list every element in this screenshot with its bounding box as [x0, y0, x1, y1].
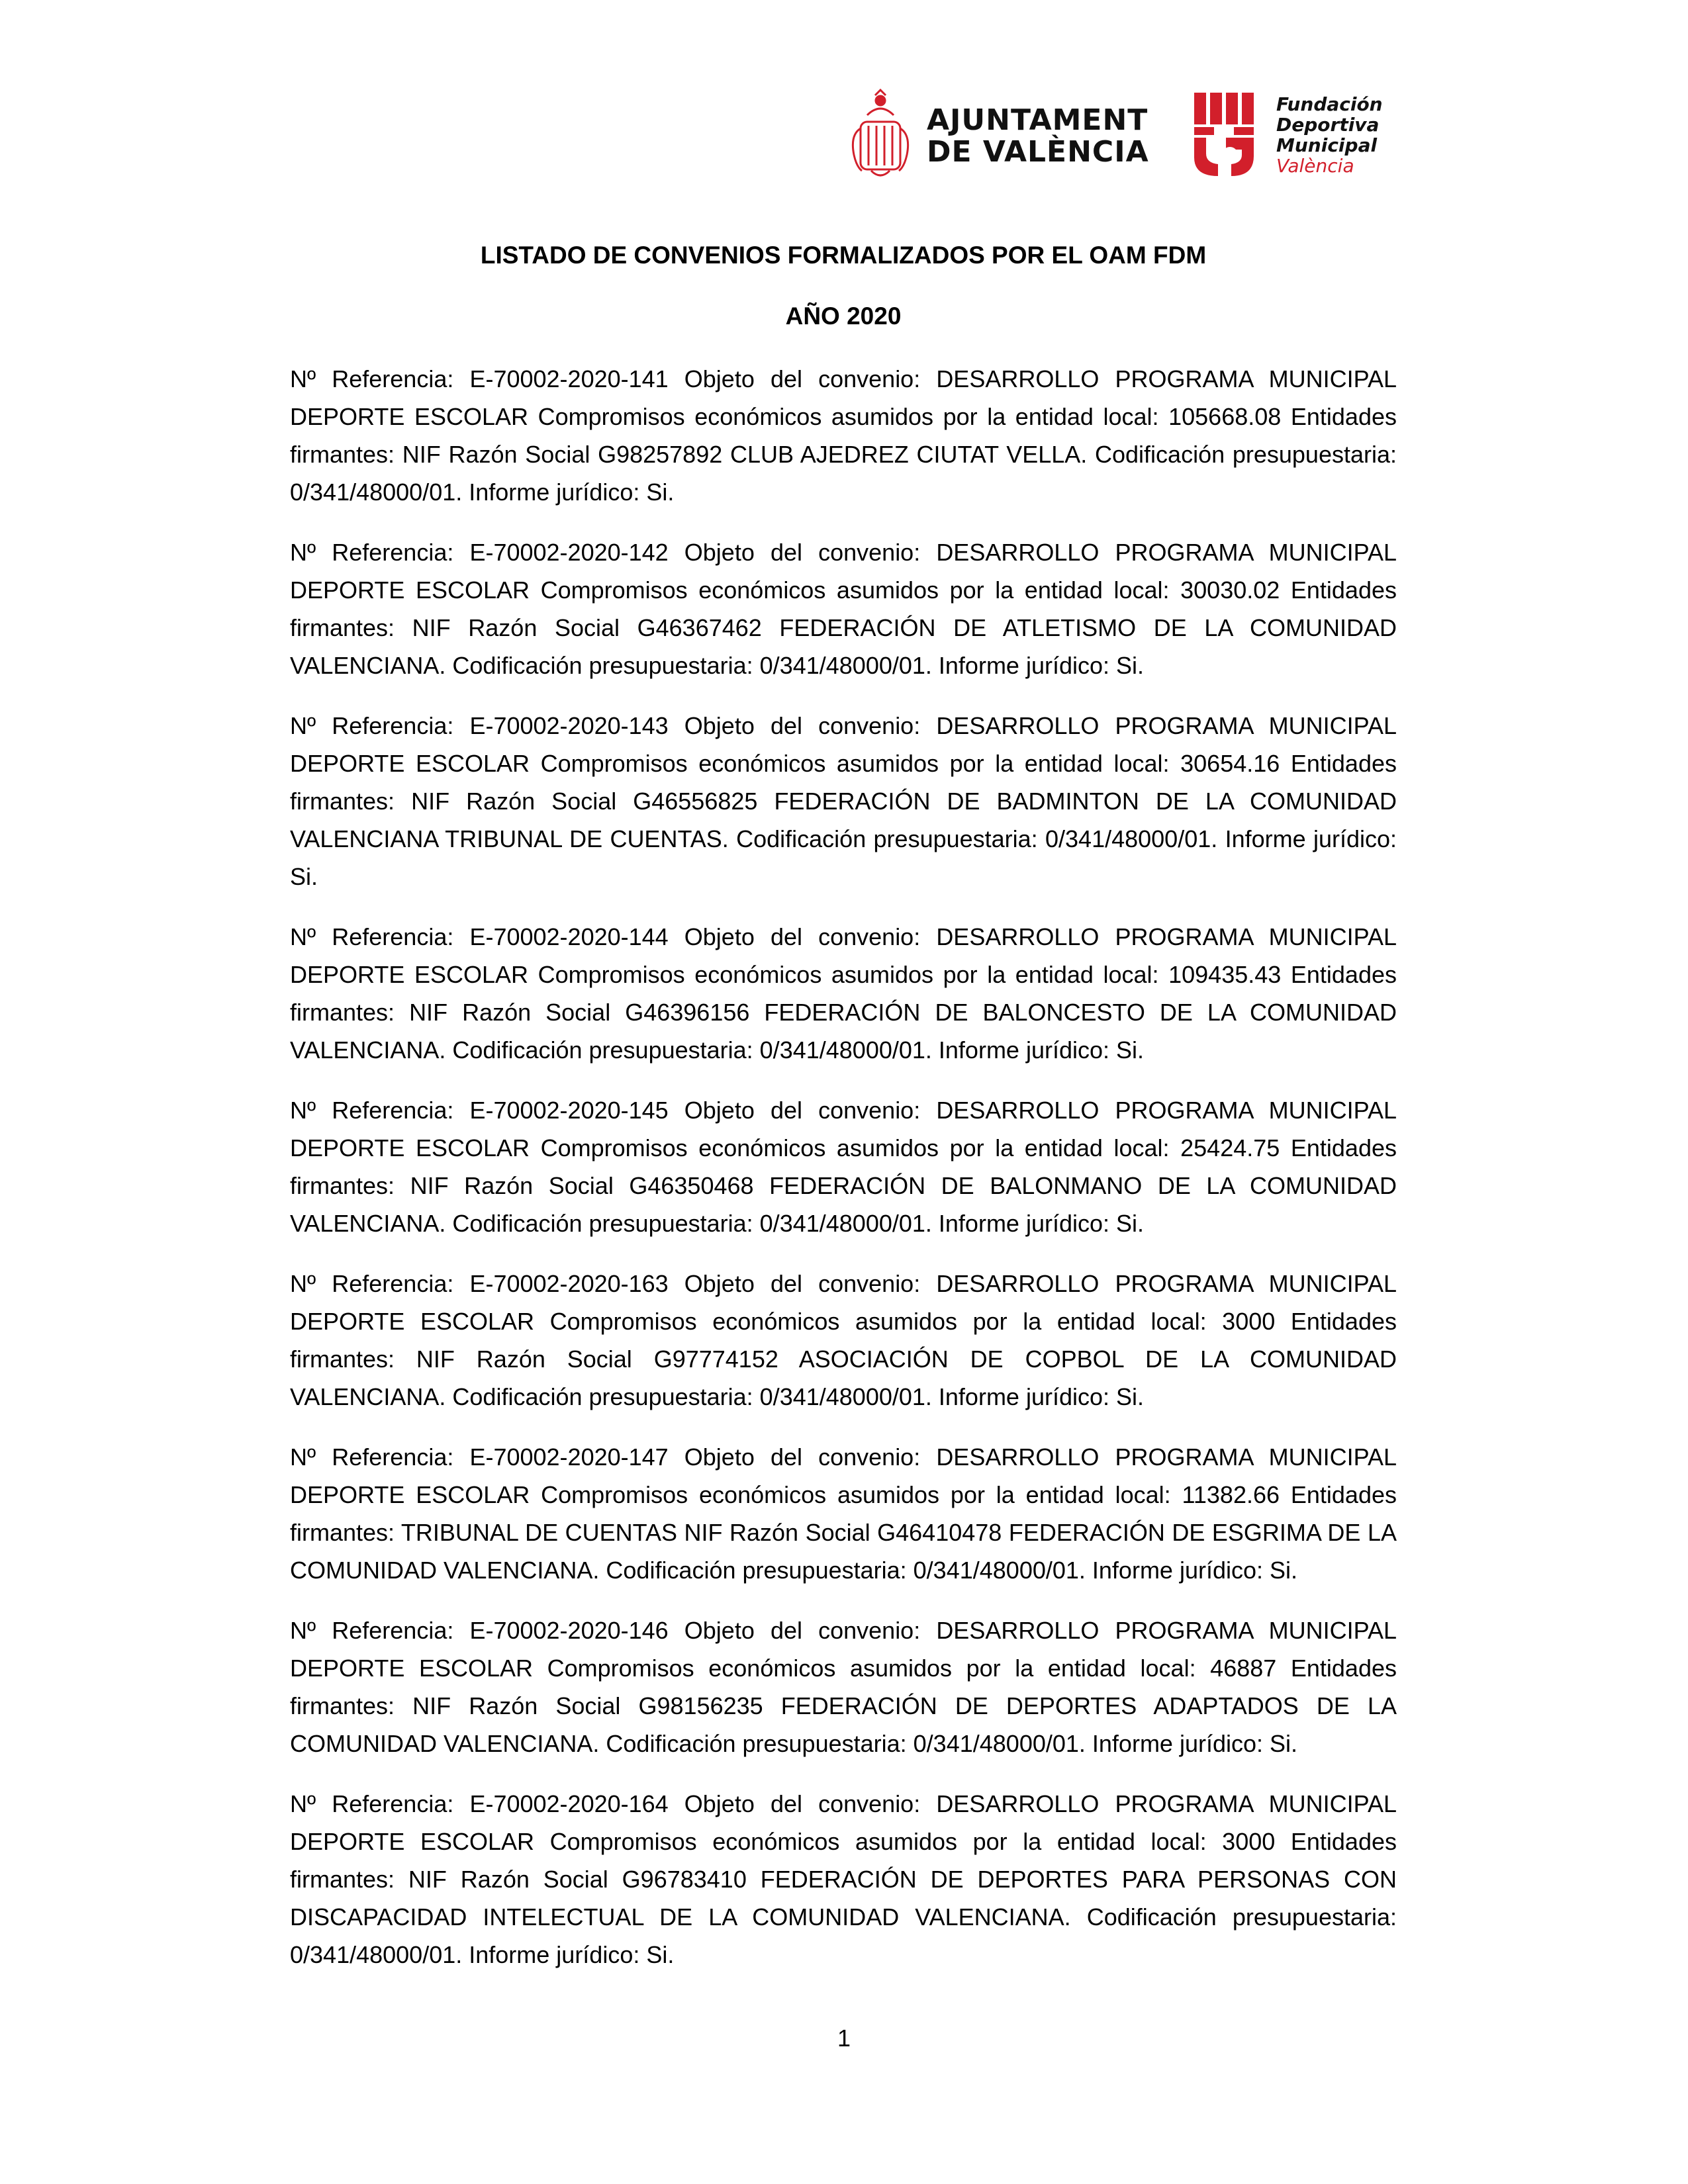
document-body [290, 238, 1397, 1996]
agreement-entry: Nº Referencia: E-70002-2020-145 Objeto del convenio: DESARROLLO PROGRAMA MUNICIPAL DEPORTE ESCOLAR Compromisos económicos asumidos por la entidad local: 25424.75 Entidades firmantes: NIF Razón Social G46350468 FEDERACIÓN DE BALONMANO DE LA COMUNIDAD VALENCIANA. Codificación presupuestaria: 0/341/48000/01. Informe jurídico: Si. [290, 1097, 1397, 1237]
page-number: 1 [837, 2025, 851, 2052]
agreement-entry: Nº Referencia: E-70002-2020-141 Objeto del convenio: DESARROLLO PROGRAMA MUNICIPAL DEPORTE ESCOLAR Compromisos económicos asumidos por la entidad local: 105668.08 Entidades firmantes: NIF Razón Social G98257892 CLUB AJEDREZ CIUTAT VELLA. Codificación presupuestaria: 0/341/48000/01. Informe jurídico: Si. [290, 365, 1397, 506]
fdm-logo-line4: València [1276, 155, 1354, 177]
fdm-logo-line2: Deportiva [1276, 114, 1380, 136]
fdm-logo [1192, 86, 1417, 185]
agreement-entry: Nº Referencia: E-70002-2020-147 Objeto del convenio: DESARROLLO PROGRAMA MUNICIPAL DEPORTE ESCOLAR Compromisos económicos asumidos por la entidad local: 11382.66 Entidades firmantes: TRIBUNAL DE CUENTAS NIF Razón Social G46410478 FEDERACIÓN DE ESGRIMA DE LA COMUNIDAD VALENCIANA. Codificación presupuestaria: 0/341/48000/01. Informe jurídico: Si. [290, 1443, 1397, 1584]
agreement-entry: Nº Referencia: E-70002-2020-163 Objeto del convenio: DESARROLLO PROGRAMA MUNICIPAL DEPORTE ESCOLAR Compromisos económicos asumidos por la entidad local: 3000 Entidades firmantes: NIF Razón Social G97774152 ASOCIACIÓN DE COPBOL DE LA COMUNIDAD VALENCIANA. Codificación presupuestaria: 0/341/48000/01. Informe jurídico: Si. [290, 1270, 1397, 1410]
fdm-logo-text [1276, 94, 1383, 176]
document-title: LISTADO DE CONVENIOS FORMALIZADOS POR EL OAM FDM [480, 242, 1207, 269]
ajuntament-logo-text: AJUNTAMENT DE VALÈNCIA [927, 103, 1149, 169]
fdm-emblem-icon [1192, 90, 1264, 179]
document-year: AÑO 2020 [785, 302, 902, 330]
agreement-entry: Nº Referencia: E-70002-2020-143 Objeto del convenio: DESARROLLO PROGRAMA MUNICIPAL DEPORTE ESCOLAR Compromisos económicos asumidos por la entidad local: 30654.16 Entidades firmantes: NIF Razón Social G46556825 FEDERACIÓN DE BADMINTON DE LA COMUNIDAD VALENCIANA TRIBUNAL DE CUENTAS. Codificación presupuestaria: 0/341/48000/01. Informe jurídico: Si. [290, 712, 1397, 890]
fdm-logo-line3: Municipal [1276, 134, 1378, 156]
agreement-entry: Nº Referencia: E-70002-2020-146 Objeto del convenio: DESARROLLO PROGRAMA MUNICIPAL DEPORTE ESCOLAR Compromisos económicos asumidos por la entidad local: 46887 Entidades firmantes: NIF Razón Social G98156235 FEDERACIÓN DE DEPORTES ADAPTADOS DE LA COMUNIDAD VALENCIANA. Codificación presupuestaria: 0/341/48000/01. Informe jurídico: Si. [290, 1617, 1397, 1757]
header-logos [847, 86, 1417, 185]
agreement-entry: Nº Referencia: E-70002-2020-144 Objeto del convenio: DESARROLLO PROGRAMA MUNICIPAL DEPORTE ESCOLAR Compromisos económicos asumidos por la entidad local: 109435.43 Entidades firmantes: NIF Razón Social G46396156 FEDERACIÓN DE BALONCESTO DE LA COMUNIDAD VALENCIANA. Codificación presupuestaria: 0/341/48000/01. Informe jurídico: Si. [290, 923, 1397, 1064]
agreement-entry: Nº Referencia: E-70002-2020-164 Objeto del convenio: DESARROLLO PROGRAMA MUNICIPAL DEPORTE ESCOLAR Compromisos económicos asumidos por la entidad local: 3000 Entidades firmantes: NIF Razón Social G96783410 FEDERACIÓN DE DEPORTES PARA PERSONAS CON DISCAPACIDAD INTELECTUAL DE LA COMUNIDAD VALENCIANA. Codificación presupuestaria: 0/341/48000/01. Informe jurídico: Si. [290, 1790, 1397, 1968]
fdm-logo-line1: Fundación [1276, 93, 1383, 115]
ajuntament-logo [847, 86, 1149, 185]
valencia-crest-icon [847, 89, 914, 181]
agreement-entry: Nº Referencia: E-70002-2020-142 Objeto del convenio: DESARROLLO PROGRAMA MUNICIPAL DEPORTE ESCOLAR Compromisos económicos asumidos por la entidad local: 30030.02 Entidades firmantes: NIF Razón Social G46367462 FEDERACIÓN DE ATLETISMO DE LA COMUNIDAD VALENCIANA. Codificación presupuestaria: 0/341/48000/01. Informe jurídico: Si. [290, 539, 1397, 679]
